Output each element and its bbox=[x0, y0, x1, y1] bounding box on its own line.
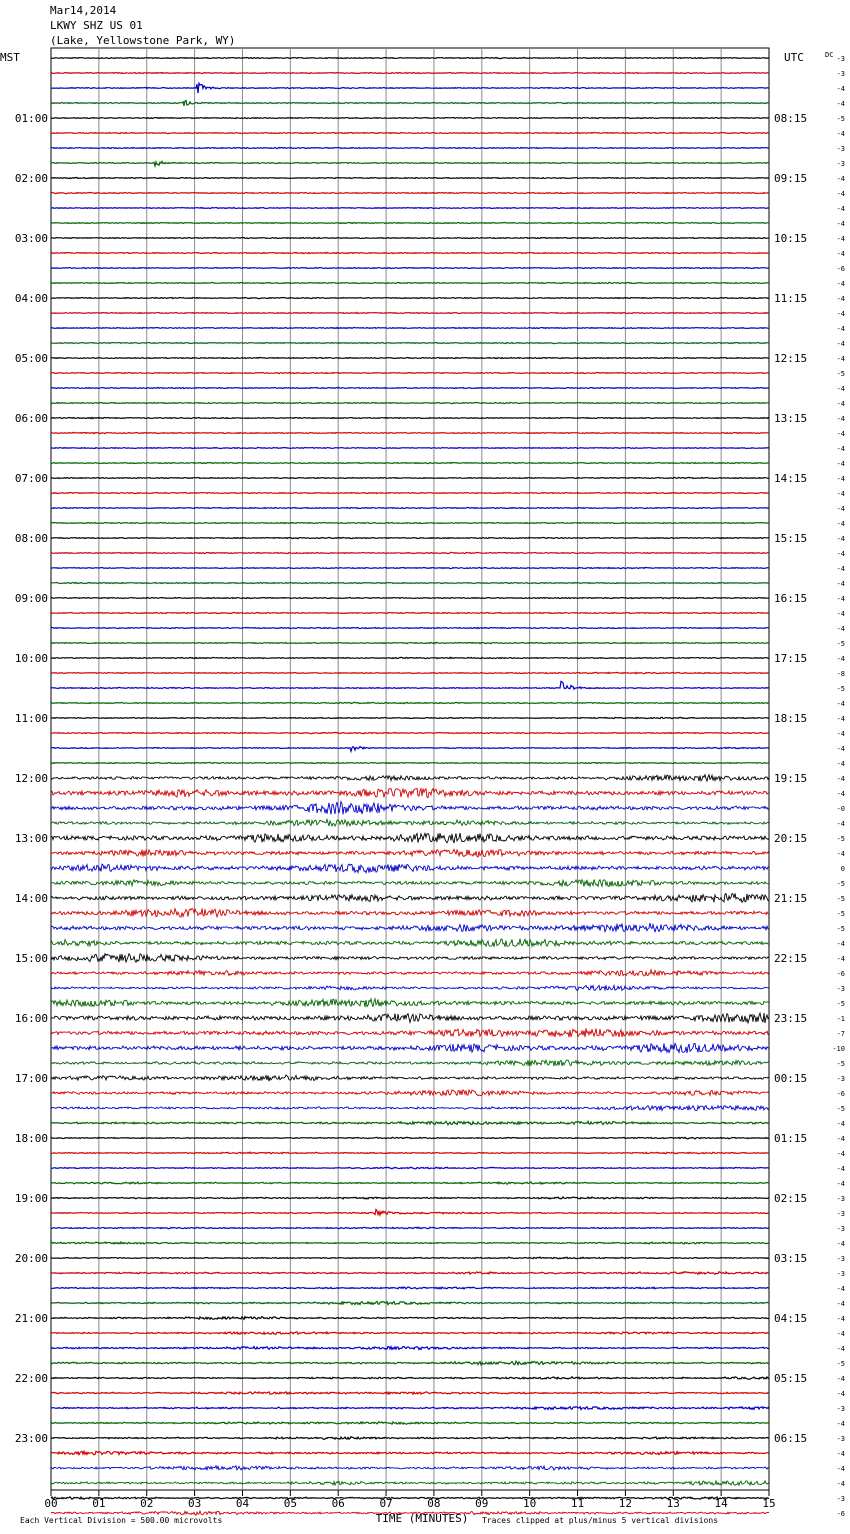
dc-offset-label: -5 bbox=[836, 1105, 845, 1113]
dc-offset-label: -4 bbox=[836, 700, 845, 708]
trace-48 bbox=[51, 775, 769, 781]
dc-offset-label: -4 bbox=[836, 385, 845, 393]
dc-offset-label: -4 bbox=[836, 1285, 845, 1293]
x-tick-label: 14 bbox=[714, 1497, 728, 1510]
scale-note: Each Vertical Division = 500.00 microvolts bbox=[20, 1516, 223, 1525]
trace-84 bbox=[51, 1317, 769, 1320]
mst-hour-label: 11:00 bbox=[14, 712, 48, 725]
dc-offset-label: -4 bbox=[836, 820, 845, 828]
dc-offset-label: -4 bbox=[836, 295, 845, 303]
dc-offset-label: -4 bbox=[836, 1330, 845, 1338]
mst-hour-label: 09:00 bbox=[14, 592, 48, 605]
trace-77 bbox=[51, 1210, 769, 1216]
dc-offset-label: -4 bbox=[836, 415, 845, 423]
utc-hour-label: 16:15 bbox=[774, 592, 808, 605]
trace-91 bbox=[51, 1422, 769, 1425]
trace-30 bbox=[51, 507, 769, 508]
trace-66 bbox=[51, 1043, 769, 1053]
trace-67 bbox=[51, 1060, 769, 1066]
trace-80 bbox=[51, 1257, 769, 1259]
dc-offset-label: -3 bbox=[836, 1255, 845, 1263]
dc-offset-label: -4 bbox=[836, 505, 845, 513]
utc-hour-label: 10:15 bbox=[774, 232, 808, 245]
dc-offset-label: -4 bbox=[836, 850, 845, 858]
dc-offset-label: -7 bbox=[836, 1030, 845, 1038]
dc-offset-label: -4 bbox=[836, 1120, 845, 1128]
dc-offset-label: -3 bbox=[836, 145, 845, 153]
utc-hour-label: 00:15 bbox=[774, 1072, 808, 1085]
dc-offset-label: -5 bbox=[836, 685, 845, 693]
dc-offset-label: -4 bbox=[836, 175, 845, 183]
trace-16 bbox=[51, 297, 769, 298]
dc-offset-label: -10 bbox=[832, 1045, 845, 1053]
trace-4 bbox=[51, 118, 769, 119]
dc-offset-label: -6 bbox=[836, 1510, 845, 1518]
dc-offset-label: -3 bbox=[836, 1195, 845, 1203]
trace-83 bbox=[51, 1301, 769, 1304]
x-tick-label: 00 bbox=[44, 1497, 58, 1510]
dc-offset-label: -4 bbox=[836, 1150, 845, 1158]
dc-offset-label: -3 bbox=[836, 160, 845, 168]
trace-59 bbox=[51, 939, 769, 947]
trace-51 bbox=[51, 819, 769, 826]
trace-39 bbox=[51, 642, 769, 643]
utc-hour-label: 18:15 bbox=[774, 712, 808, 725]
dc-offset-label: -3 bbox=[836, 1405, 845, 1413]
dc-offset-label: -4 bbox=[836, 1480, 845, 1488]
utc-hour-label: 02:15 bbox=[774, 1192, 808, 1205]
dc-offset-label: -4 bbox=[836, 280, 845, 288]
trace-31 bbox=[51, 522, 769, 523]
dc-offset-label: -4 bbox=[836, 1135, 845, 1143]
trace-0 bbox=[51, 57, 769, 58]
trace-96 bbox=[51, 1497, 769, 1499]
trace-32 bbox=[51, 537, 769, 538]
trace-71 bbox=[51, 1121, 769, 1125]
mst-hour-label: 13:00 bbox=[14, 832, 48, 845]
dc-offset-label: -3 bbox=[836, 1075, 845, 1083]
dc-offset-label: -6 bbox=[836, 265, 845, 273]
trace-28 bbox=[51, 477, 769, 478]
trace-81 bbox=[51, 1272, 769, 1275]
mst-hour-label: 12:00 bbox=[14, 772, 48, 785]
trace-52 bbox=[51, 833, 769, 843]
dc-offset-label: -4 bbox=[836, 310, 845, 318]
trace-63 bbox=[51, 999, 769, 1007]
dc-offset-label: -4 bbox=[836, 100, 845, 108]
mst-hour-label: 05:00 bbox=[14, 352, 48, 365]
trace-86 bbox=[51, 1347, 769, 1350]
utc-hour-label: 17:15 bbox=[774, 652, 808, 665]
x-tick-label: 02 bbox=[140, 1497, 154, 1510]
dc-offset-label: -4 bbox=[836, 490, 845, 498]
dc-offset-label: -4 bbox=[836, 535, 845, 543]
trace-65 bbox=[51, 1028, 769, 1037]
trace-54 bbox=[51, 864, 769, 873]
mst-hour-label: 06:00 bbox=[14, 412, 48, 425]
trace-27 bbox=[51, 463, 769, 464]
trace-40 bbox=[51, 657, 769, 658]
dc-offset-label: -3 bbox=[836, 1495, 845, 1503]
dc-offset-label: -3 bbox=[836, 985, 845, 993]
dc-offset-label: -4 bbox=[836, 730, 845, 738]
trace-46 bbox=[51, 747, 769, 752]
dc-offset-label: -4 bbox=[836, 235, 845, 243]
mst-axis-label: MST bbox=[0, 51, 20, 64]
trace-88 bbox=[51, 1377, 769, 1380]
trace-79 bbox=[51, 1242, 769, 1244]
dc-offset-label: -3 bbox=[836, 1225, 845, 1233]
trace-50 bbox=[51, 802, 769, 815]
utc-hour-label: 23:15 bbox=[774, 1012, 808, 1025]
x-tick-label: 05 bbox=[283, 1497, 297, 1510]
dc-offset-label: -4 bbox=[836, 520, 845, 528]
dc-offset-label: 0 bbox=[840, 865, 845, 873]
mst-hour-label: 19:00 bbox=[14, 1192, 48, 1205]
trace-22 bbox=[51, 387, 769, 388]
dc-offset-label: -5 bbox=[836, 895, 845, 903]
dc-offset-label: -4 bbox=[836, 1450, 845, 1458]
clip-note: Traces clipped at plus/minus 5 vertical divisions bbox=[482, 1516, 719, 1525]
dc-offset-label: -4 bbox=[836, 610, 845, 618]
trace-2 bbox=[51, 83, 769, 93]
trace-56 bbox=[51, 893, 769, 902]
trace-82 bbox=[51, 1287, 769, 1289]
mst-hour-label: 03:00 bbox=[14, 232, 48, 245]
dc-offset-label: -5 bbox=[836, 880, 845, 888]
mst-hour-label: 07:00 bbox=[14, 472, 48, 485]
dc-offset-label: -4 bbox=[836, 430, 845, 438]
dc-offset-label: -4 bbox=[836, 595, 845, 603]
trace-69 bbox=[51, 1090, 769, 1096]
utc-hour-label: 04:15 bbox=[774, 1312, 808, 1325]
dc-offset-label: -4 bbox=[836, 85, 845, 93]
trace-34 bbox=[51, 567, 769, 568]
dc-offset-label: -8 bbox=[836, 670, 845, 678]
trace-58 bbox=[51, 923, 769, 932]
trace-95 bbox=[51, 1481, 769, 1485]
dc-offset-label: -4 bbox=[836, 1300, 845, 1308]
trace-68 bbox=[51, 1075, 769, 1081]
dc-label: DC bbox=[825, 51, 834, 59]
utc-hour-label: 22:15 bbox=[774, 952, 808, 965]
trace-45 bbox=[51, 732, 769, 733]
x-tick-label: 06 bbox=[331, 1497, 345, 1510]
dc-offset-label: -5 bbox=[836, 370, 845, 378]
trace-90 bbox=[51, 1407, 769, 1410]
dc-offset-label: -4 bbox=[836, 250, 845, 258]
x-tick-label: 15 bbox=[762, 1497, 776, 1510]
trace-18 bbox=[51, 327, 769, 328]
dc-offset-label: -5 bbox=[836, 925, 845, 933]
utc-hour-label: 03:15 bbox=[774, 1252, 808, 1265]
dc-offset-label: -4 bbox=[836, 355, 845, 363]
x-tick-label: 03 bbox=[187, 1497, 202, 1510]
trace-15 bbox=[51, 282, 769, 283]
utc-hour-label: 01:15 bbox=[774, 1132, 808, 1145]
trace-1 bbox=[51, 72, 769, 73]
trace-70 bbox=[51, 1106, 769, 1111]
trace-64 bbox=[51, 1013, 769, 1023]
trace-94 bbox=[51, 1466, 769, 1470]
x-tick-label: 01 bbox=[92, 1497, 106, 1510]
dc-offset-label: -4 bbox=[836, 940, 845, 948]
trace-74 bbox=[51, 1167, 769, 1169]
trace-44 bbox=[51, 717, 769, 718]
trace-49 bbox=[51, 788, 769, 797]
x-tick-label: 13 bbox=[666, 1497, 680, 1510]
dc-offset-label: -4 bbox=[836, 1315, 845, 1323]
utc-hour-label: 08:15 bbox=[774, 112, 808, 125]
dc-offset-label: -4 bbox=[836, 1165, 845, 1173]
utc-hour-label: 14:15 bbox=[774, 472, 808, 485]
station-location: (Lake, Yellowstone Park, WY) bbox=[50, 34, 236, 47]
mst-hour-label: 01:00 bbox=[14, 112, 48, 125]
trace-29 bbox=[51, 492, 769, 493]
utc-hour-label: 21:15 bbox=[774, 892, 808, 905]
dc-offset-label: -4 bbox=[836, 775, 845, 783]
dc-offset-label: -4 bbox=[836, 340, 845, 348]
trace-41 bbox=[51, 672, 769, 673]
mst-hour-label: 23:00 bbox=[14, 1432, 48, 1445]
trace-72 bbox=[51, 1137, 769, 1139]
utc-hour-label: 05:15 bbox=[774, 1372, 808, 1385]
utc-hour-label: 09:15 bbox=[774, 172, 808, 185]
dc-offset-label: -4 bbox=[836, 580, 845, 588]
trace-33 bbox=[51, 552, 769, 553]
trace-17 bbox=[51, 312, 769, 313]
dc-offset-label: -4 bbox=[836, 1465, 845, 1473]
dc-offset-label: -4 bbox=[836, 445, 845, 453]
utc-hour-label: 19:15 bbox=[774, 772, 808, 785]
trace-20 bbox=[51, 358, 769, 359]
x-axis-title: TIME (MINUTES) bbox=[375, 1512, 469, 1525]
trace-36 bbox=[51, 597, 769, 598]
dc-offset-label: -4 bbox=[836, 475, 845, 483]
dc-offset-label: -4 bbox=[836, 1240, 845, 1248]
dc-offset-label: -0 bbox=[836, 805, 845, 813]
dc-offset-label: -4 bbox=[836, 400, 845, 408]
dc-offset-label: -5 bbox=[836, 835, 845, 843]
trace-7 bbox=[51, 161, 769, 166]
dc-offset-label: -4 bbox=[836, 790, 845, 798]
dc-offset-label: -4 bbox=[836, 655, 845, 663]
dc-offset-label: -5 bbox=[836, 1000, 845, 1008]
trace-55 bbox=[51, 879, 769, 886]
mst-hour-label: 08:00 bbox=[14, 532, 48, 545]
dc-offset-label: -3 bbox=[836, 70, 845, 78]
utc-hour-label: 06:15 bbox=[774, 1432, 808, 1445]
dc-offset-label: -4 bbox=[836, 1420, 845, 1428]
trace-73 bbox=[51, 1152, 769, 1154]
trace-53 bbox=[51, 849, 769, 857]
dc-offset-label: -4 bbox=[836, 130, 845, 138]
dc-offset-label: -4 bbox=[836, 955, 845, 963]
dc-offset-label: -4 bbox=[836, 190, 845, 198]
dc-offset-label: -4 bbox=[836, 220, 845, 228]
trace-23 bbox=[51, 402, 769, 403]
dc-offset-label: -3 bbox=[836, 1435, 845, 1443]
dc-offset-label: -4 bbox=[836, 460, 845, 468]
x-tick-label: 04 bbox=[235, 1497, 250, 1510]
trace-8 bbox=[51, 177, 769, 178]
trace-38 bbox=[51, 627, 769, 628]
dc-offset-label: -1 bbox=[836, 1015, 845, 1023]
mst-hour-label: 02:00 bbox=[14, 172, 48, 185]
utc-hour-label: 11:15 bbox=[774, 292, 808, 305]
utc-hour-label: 20:15 bbox=[774, 832, 808, 845]
dc-offset-label: -4 bbox=[836, 1390, 845, 1398]
utc-axis-label: UTC bbox=[784, 51, 804, 64]
station-code: LKWY SHZ US 01 bbox=[50, 19, 143, 32]
x-tick-label: 10 bbox=[523, 1497, 537, 1510]
trace-35 bbox=[51, 582, 769, 583]
trace-25 bbox=[51, 432, 769, 433]
mst-hour-label: 18:00 bbox=[14, 1132, 48, 1145]
trace-24 bbox=[51, 417, 769, 418]
x-tick-label: 12 bbox=[618, 1497, 633, 1510]
mst-hour-label: 15:00 bbox=[14, 952, 48, 965]
mst-hour-label: 22:00 bbox=[14, 1372, 48, 1385]
trace-9 bbox=[51, 192, 769, 193]
dc-offset-label: -4 bbox=[836, 565, 845, 573]
dc-offset-label: -5 bbox=[836, 1360, 845, 1368]
trace-14 bbox=[51, 268, 769, 269]
trace-60 bbox=[51, 954, 769, 963]
trace-3 bbox=[51, 100, 769, 105]
trace-26 bbox=[51, 447, 769, 448]
trace-21 bbox=[51, 373, 769, 374]
trace-93 bbox=[51, 1451, 769, 1454]
dc-offset-label: -4 bbox=[836, 715, 845, 723]
trace-89 bbox=[51, 1392, 769, 1394]
dc-offset-label: -4 bbox=[836, 760, 845, 768]
dc-offset-label: -4 bbox=[836, 1180, 845, 1188]
dc-offset-label: -4 bbox=[836, 325, 845, 333]
plot-date: Mar14,2014 bbox=[50, 4, 117, 17]
trace-37 bbox=[51, 612, 769, 613]
trace-47 bbox=[51, 762, 769, 763]
mst-hour-label: 16:00 bbox=[14, 1012, 48, 1025]
x-tick-label: 09 bbox=[475, 1497, 489, 1510]
dc-offset-label: -3 bbox=[836, 1270, 845, 1278]
mst-hour-label: 21:00 bbox=[14, 1312, 48, 1325]
dc-offset-label: -4 bbox=[836, 205, 845, 213]
utc-hour-label: 15:15 bbox=[774, 532, 808, 545]
x-tick-label: 08 bbox=[427, 1497, 441, 1510]
x-tick-label: 07 bbox=[379, 1497, 393, 1510]
dc-offset-label: -4 bbox=[836, 1345, 845, 1353]
x-tick-label: 11 bbox=[570, 1497, 585, 1510]
trace-78 bbox=[51, 1227, 769, 1229]
trace-12 bbox=[51, 237, 769, 238]
trace-57 bbox=[51, 909, 769, 918]
dc-offset-label: -3 bbox=[836, 55, 845, 63]
trace-76 bbox=[51, 1197, 769, 1199]
trace-43 bbox=[51, 702, 769, 703]
trace-13 bbox=[51, 252, 769, 253]
dc-offset-label: -5 bbox=[836, 115, 845, 123]
dc-offset-label: -3 bbox=[836, 1210, 845, 1218]
trace-42 bbox=[51, 681, 769, 689]
trace-92 bbox=[51, 1437, 769, 1440]
dc-offset-label: -4 bbox=[836, 745, 845, 753]
mst-hour-label: 17:00 bbox=[14, 1072, 48, 1085]
trace-11 bbox=[51, 223, 769, 224]
trace-5 bbox=[51, 132, 769, 133]
trace-19 bbox=[51, 342, 769, 343]
dc-offset-label: -6 bbox=[836, 970, 845, 978]
utc-hour-label: 12:15 bbox=[774, 352, 808, 365]
utc-hour-label: 13:15 bbox=[774, 412, 808, 425]
dc-offset-label: -4 bbox=[836, 550, 845, 558]
trace-87 bbox=[51, 1361, 769, 1365]
dc-offset-label: -5 bbox=[836, 1060, 845, 1068]
trace-75 bbox=[51, 1182, 769, 1184]
dc-offset-label: -4 bbox=[836, 1375, 845, 1383]
trace-61 bbox=[51, 970, 769, 976]
mst-hour-label: 14:00 bbox=[14, 892, 48, 905]
dc-offset-label: -6 bbox=[836, 1090, 845, 1098]
mst-hour-label: 04:00 bbox=[14, 292, 48, 305]
mst-hour-label: 10:00 bbox=[14, 652, 48, 665]
trace-62 bbox=[51, 985, 769, 990]
trace-10 bbox=[51, 207, 769, 208]
dc-offset-label: -5 bbox=[836, 640, 845, 648]
trace-85 bbox=[51, 1332, 769, 1334]
mst-hour-label: 20:00 bbox=[14, 1252, 48, 1265]
dc-offset-label: -4 bbox=[836, 625, 845, 633]
trace-6 bbox=[51, 147, 769, 148]
dc-offset-label: -5 bbox=[836, 910, 845, 918]
